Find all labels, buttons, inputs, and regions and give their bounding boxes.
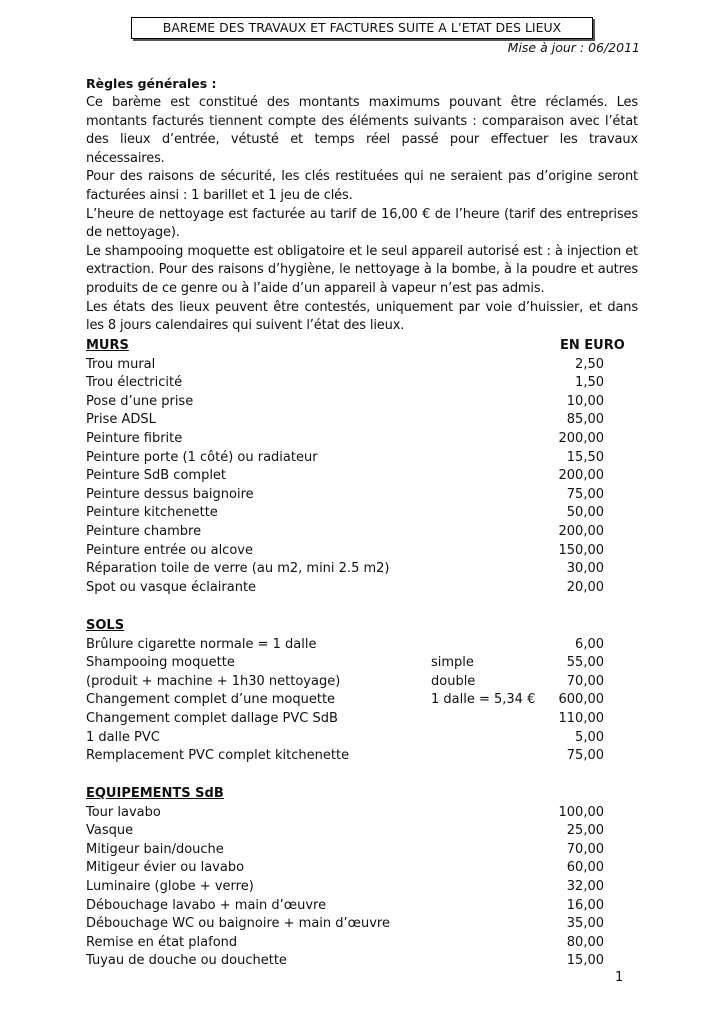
item-label: Peinture kitchenette [86,505,218,521]
item-label: Pose d’une prise [86,393,194,409]
section-sols [86,617,640,766]
item-amount: 70,00 [566,673,604,689]
item-amount: 20,00 [566,579,604,595]
section-header [86,785,640,804]
table-row [86,878,640,897]
rules-paragraph: Ce barème est constitué des montants maximums pouvant être réclamés. Les montants facturés tiennent compte des éléments suivants : comparaison avec l’état des lieux d’entrée, vétusté et temps réel passé pour effectuer les travaux nécessaires. [86,95,638,166]
item-label: Peinture dessus baignoire [86,486,254,502]
item-label: (produit + machine + 1h30 nettoyage) [86,673,341,689]
item-label: Peinture entrée ou alcove [86,542,253,558]
section-title: EQUIPEMENTS SdB [86,786,224,801]
table-row [86,859,640,878]
section-rows [86,356,640,598]
item-amount: 200,00 [558,468,604,484]
item-label: Changement complet dallage PVC SdB [86,710,338,726]
item-label: Luminaire (globe + verre) [86,878,254,894]
item-amount: 15,50 [566,449,604,465]
table-row [86,356,640,375]
item-label: Prise ADSL [86,412,156,428]
rules-paragraph: Les états des lieux peuvent être contestés, uniquement par voie d’huissier, et dans les 8 jours calendaires qui suivent l’état des lieux. [86,299,638,334]
section-title: MURS [86,338,129,353]
table-row [86,691,640,710]
table-row [86,636,640,655]
table-row [86,897,640,916]
item-amount: 60,00 [566,860,604,876]
update-date: Mise à jour : 06/2011 [507,40,640,55]
table-row [86,560,640,579]
item-label: Tour lavabo [86,804,161,820]
item-label: Peinture SdB complet [86,468,227,484]
item-label: Tuyau de douche ou douchette [86,953,287,969]
item-label: Brûlure cigarette normale = 1 dalle [86,636,317,652]
item-label: Réparation toile de verre (au m2, mini 2.5 m2) [86,561,390,577]
table-row [86,729,640,748]
item-amount: 85,00 [566,412,604,428]
table-row [86,841,640,860]
item-amount: 150,00 [558,542,604,558]
table-row [86,673,640,692]
item-amount: 100,00 [558,804,604,820]
item-label: Peinture fibrite [86,430,183,446]
table-row [86,934,640,953]
item-label: Trou mural [86,356,156,372]
item-label: Remplacement PVC complet kitchenette [86,748,350,764]
item-amount: 2,50 [575,356,604,372]
item-note: simple [431,655,474,671]
table-row [86,430,640,449]
item-amount: 200,00 [558,523,604,539]
section-rows [86,804,640,971]
item-amount: 16,00 [566,897,604,913]
table-row [86,654,640,673]
item-label: Peinture chambre [86,523,202,539]
table-row [86,542,640,561]
table-row [86,411,640,430]
item-amount: 25,00 [566,823,604,839]
table-row [86,804,640,823]
item-label: Mitigeur évier ou lavabo [86,860,245,876]
table-row [86,915,640,934]
section-rows [86,636,640,766]
table-row [86,486,640,505]
item-label: Shampooing moquette [86,655,235,671]
rules-text [86,94,638,336]
column-header-euro: EN EURO [560,338,625,353]
item-amount: 75,00 [566,748,604,764]
section-title: SOLS [86,618,125,633]
rules-paragraph: L’heure de nettoyage est facturée au tarif de 16,00 € de l’heure (tarif des entreprises de nettoyage). [86,206,638,241]
section-header [86,337,640,356]
item-amount: 200,00 [558,430,604,446]
table-row [86,393,640,412]
table-row [86,822,640,841]
table-row [86,449,640,468]
table-row [86,504,640,523]
table-row [86,952,640,971]
table-row [86,710,640,729]
item-amount: 110,00 [558,710,604,726]
table-row [86,374,640,393]
item-amount: 80,00 [566,934,604,950]
item-note: 1 dalle = 5,34 € [431,692,536,708]
item-label: Changement complet d’une moquette [86,692,336,708]
item-amount: 55,00 [566,655,604,671]
item-note: double [431,673,476,689]
item-label: Peinture porte (1 côté) ou radiateur [86,449,318,465]
table-row [86,747,640,766]
item-amount: 15,00 [566,953,604,969]
item-label: Débouchage lavabo + main d’œuvre [86,897,327,913]
item-label: 1 dalle PVC [86,729,160,745]
item-amount: 1,50 [575,375,604,391]
section-header [86,617,640,636]
item-label: Vasque [86,823,134,839]
item-label: Trou électricité [86,375,183,391]
item-label: Mitigeur bain/douche [86,841,224,857]
item-label: Débouchage WC ou baignoire + main d’œuvre [86,916,390,932]
item-amount: 35,00 [566,916,604,932]
item-amount: 10,00 [566,393,604,409]
item-label: Remise en état plafond [86,934,238,950]
page-number: 1 [615,970,624,985]
item-label: Spot ou vasque éclairante [86,579,257,595]
item-amount: 6,00 [575,636,604,652]
item-amount: 75,00 [566,486,604,502]
item-amount: 70,00 [566,841,604,857]
section-equipements [86,785,640,971]
section-murs [86,337,640,597]
item-amount: 50,00 [566,505,604,521]
rules-heading: Règles générales : [86,76,217,91]
item-amount: 32,00 [566,878,604,894]
table-row [86,523,640,542]
item-amount: 600,00 [558,692,604,708]
rules-paragraph: Le shampooing moquette est obligatoire et le seul appareil autorisé est : à injection et extraction. Pour des raisons d’hygiène, le nettoyage à la bombe, à la poudre et autres produits de ce genre ou à l’aide d’un appareil à vapeur n’est pas admis. [86,243,638,296]
table-row [86,579,640,598]
item-amount: 5,00 [575,729,604,745]
document-title: BAREME DES TRAVAUX ET FACTURES SUITE A L’ETAT DES LIEUX [131,17,593,39]
rules-paragraph: Pour des raisons de sécurité, les clés restituées qui ne seraient pas d’origine seront facturées ainsi : 1 barillet et 1 jeu de clés. [86,169,638,203]
item-amount: 30,00 [566,561,604,577]
table-row [86,467,640,486]
